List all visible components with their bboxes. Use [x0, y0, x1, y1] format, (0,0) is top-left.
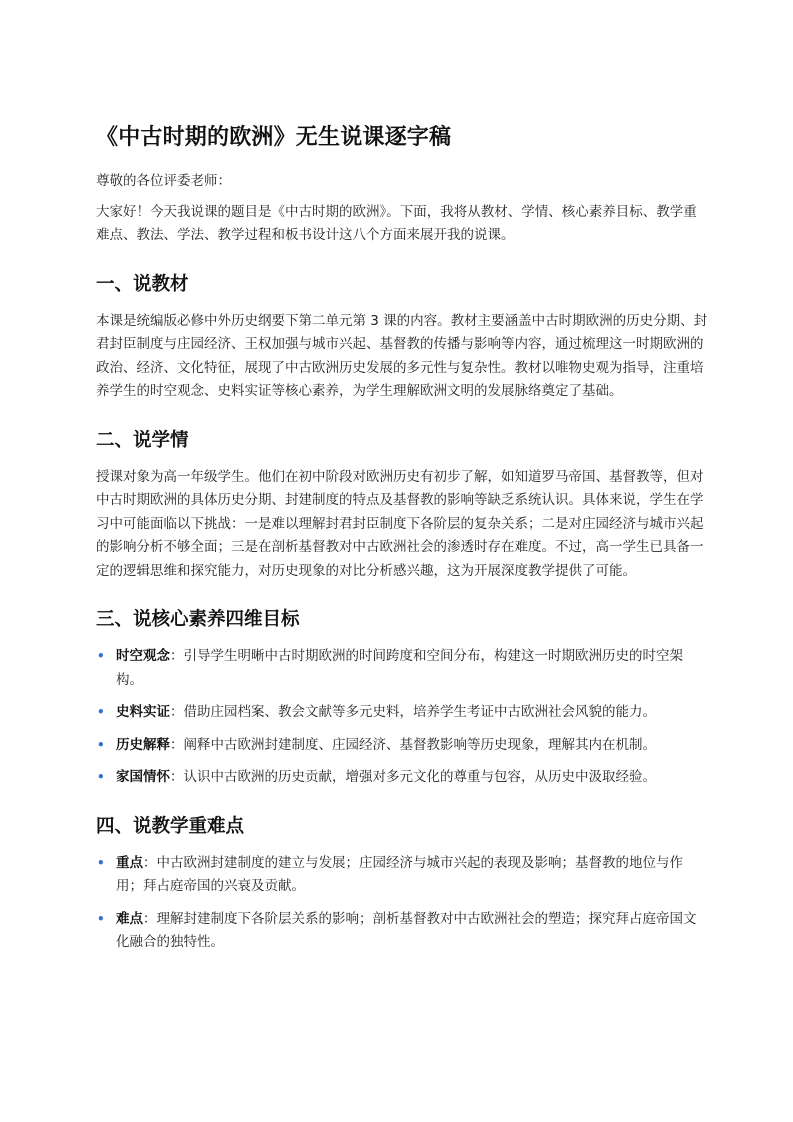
goal-term: 历史解释 [116, 736, 170, 753]
section-heading-textbook: 一、说教材 [96, 273, 189, 295]
goal-text: 认识中古欧洲的历史贡献，增强对多元文化的尊重与包容，从历史中汲取经验。 [183, 769, 656, 785]
bullet-dot-icon: • [97, 737, 105, 752]
list-item [96, 734, 708, 758]
salutation: 尊敬的各位评委老师： [96, 173, 231, 189]
term-separator: ： [170, 769, 184, 785]
point-text: 中古欧洲封建制度的建立与发展；庄园经济与城市兴起的表现及影响；基督教的地位与作用；拜占庭帝国的兴衰及贡献。 [116, 854, 683, 894]
section-heading-literacy-goals: 三、说核心素养四维目标 [96, 609, 300, 630]
term-separator: ： [143, 854, 157, 871]
goal-text: 引导学生明晰中古时期欧洲的时间跨度和空间分布，构建这一时期欧洲历史的时空架构。 [116, 648, 683, 688]
term-separator: ： [143, 910, 157, 927]
goal-term: 史料实证 [116, 704, 170, 720]
list-item [96, 852, 708, 899]
goal-text: 借助庄园档案、教会文献等多元史料，培养学生考证中古欧洲社会风貌的能力。 [183, 704, 656, 720]
literacy-goals-list [96, 645, 708, 790]
section-paragraph-textbook: 本课是统编版必修中外历史纲要下第二单元第 3 课的内容。教材主要涵盖中古时期欧洲的历史分期、封君封臣制度与庄园经济、王权加强与城市兴起、基督教的传播与影响等内容，通过梳理这一时期欧洲的政治、经济、文化特征，展现了中古欧洲历史发展的多元性与复杂性。教材以唯物史观为指导，注重培养学生的时空观念、史料实证等核心素养，为学生理解欧洲文明的发展脉络奠定了基础。 [96, 312, 708, 399]
bullet-dot-icon: • [97, 855, 105, 870]
term-separator: ： [170, 736, 184, 753]
term-separator: ： [170, 704, 184, 720]
goal-term: 时空观念 [116, 648, 170, 664]
point-text: 理解封建制度下各阶层关系的影响；剖析基督教对中古欧洲社会的塑造；探究拜占庭帝国文化融合的独特性。 [116, 910, 697, 950]
document-title: 《中古时期的欧洲》无生说课逐字稿 [96, 125, 452, 150]
bullet-dot-icon: • [97, 770, 105, 784]
list-item [96, 701, 708, 725]
intro-paragraph: 大家好！今天我说课的题目是《中古时期的欧洲》。下面，我将从教材、学情、核心素养目标、教学重难点、教法、学法、教学过程和板书设计这八个方面来展开我的说课。 [96, 203, 697, 243]
bullet-dot-icon: • [97, 705, 105, 719]
list-item [96, 645, 708, 692]
section-paragraph-students: 授课对象为高一年级学生。他们在初中阶段对欧洲历史有初步了解，如知道罗马帝国、基督教等，但对中古时期欧洲的具体历史分期、封建制度的特点及基督教的影响等缺乏系统认识。具体来说，学生在学习中可能面临以下挑战：一是难以理解封君封臣制度下各阶层的复杂关系；二是对庄园经济与城市兴起的影响分析不够全面；三是在剖析基督教对中古欧洲社会的渗透时存在难度。不过，高一学生已具备一定的逻辑思维和探究能力，对历史现象的对比分析感兴趣，这为开展深度教学提供了可能。 [96, 468, 704, 579]
list-item [96, 908, 708, 955]
bullet-dot-icon: • [97, 649, 105, 663]
list-item [96, 766, 708, 790]
section-heading-students: 二、说学情 [96, 429, 189, 451]
key-difficult-points-list [96, 852, 708, 955]
term-separator: ： [170, 648, 184, 664]
document-page [96, 118, 708, 964]
section-heading-key-difficult-points: 四、说教学重难点 [96, 815, 245, 837]
point-term: 重点 [116, 854, 143, 871]
goal-term: 家国情怀 [116, 769, 170, 785]
bullet-dot-icon: • [97, 911, 105, 926]
goal-text: 阐释中古欧洲封建制度、庄园经济、基督教影响等历史现象，理解其内在机制。 [183, 736, 656, 753]
point-term: 难点 [116, 910, 143, 927]
